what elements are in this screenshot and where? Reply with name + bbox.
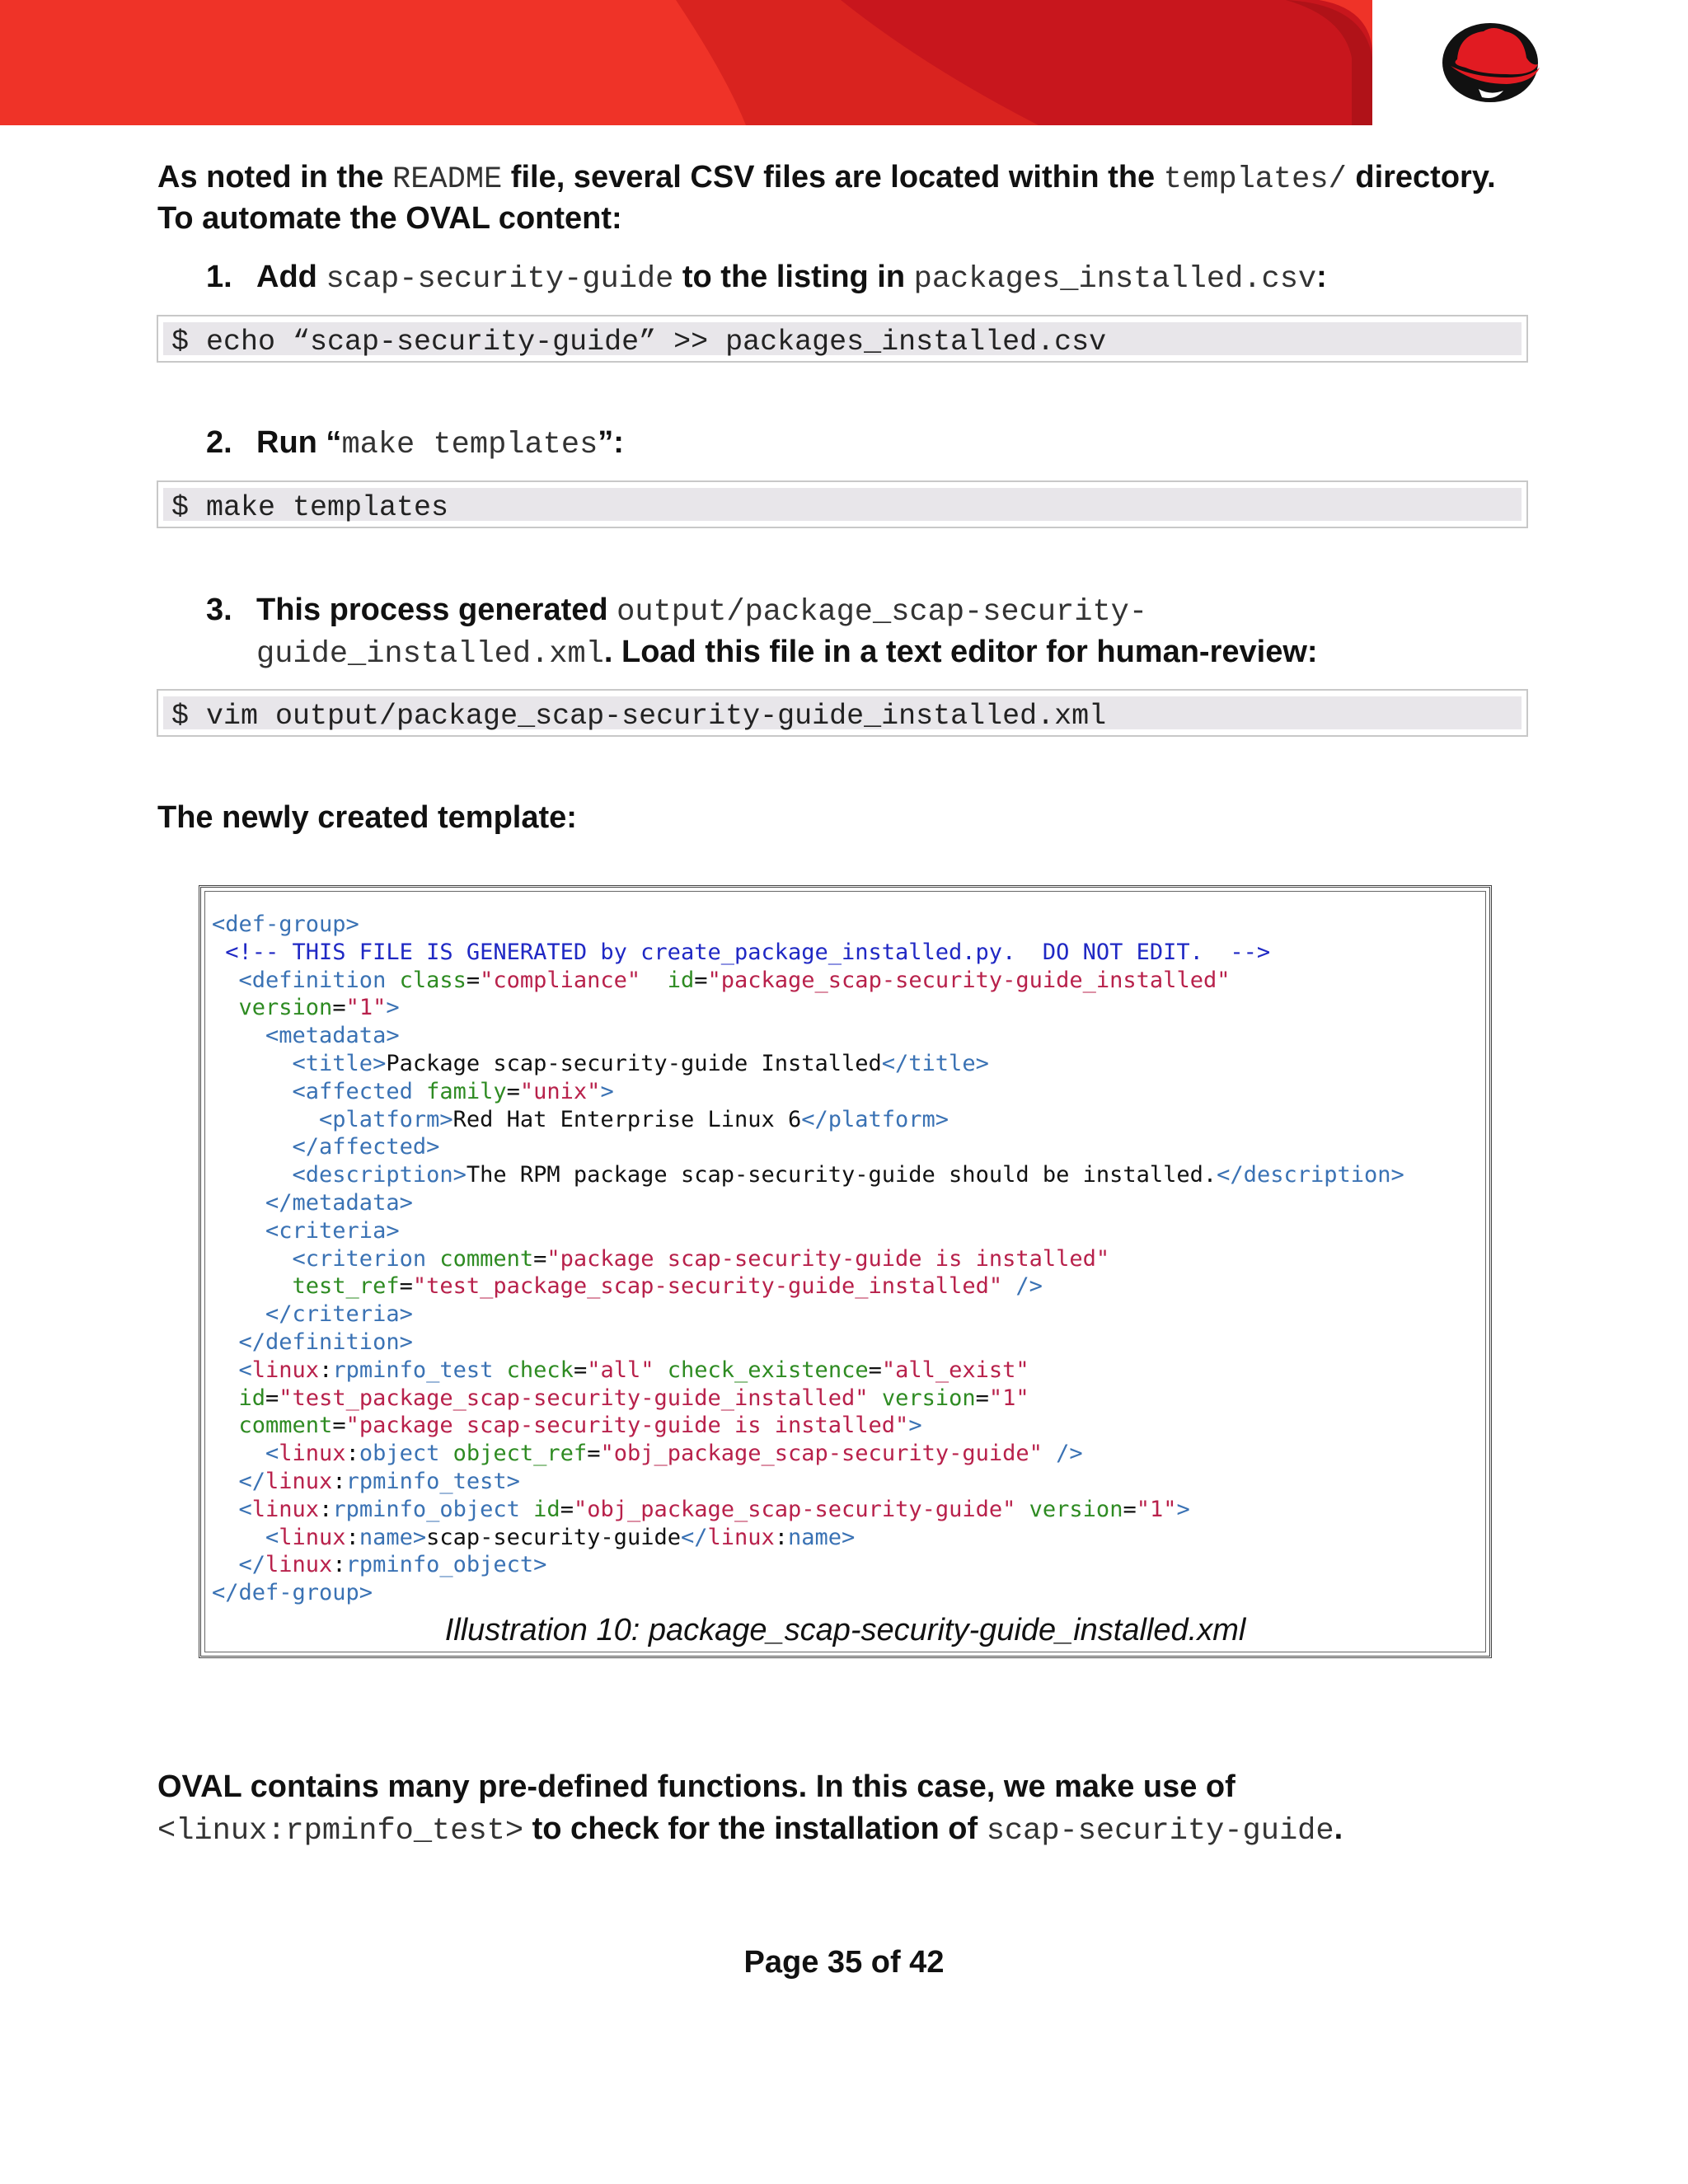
code-token: <!-- THIS FILE IS GENERATED by create_package_installed.py. DO NOT EDIT. --> [212,939,1271,965]
illustration-caption: Illustration 10: package_scap-security-guide_installed.xml [444,1613,1246,1647]
code-token: family [426,1078,507,1104]
shell-command[interactable]: $ echo “scap-security-guide” >> packages_installed.csv [171,326,1107,359]
code-token: : [319,1357,333,1383]
code-token: : [774,1524,789,1550]
code-token: object_ref [452,1441,588,1467]
code-token: rpminfo_test [332,1357,507,1383]
readme-filename: README [392,162,503,197]
step-1 [206,256,1327,301]
code-token: = [332,995,346,1021]
code-token: "1" [988,1385,1029,1411]
code-line [212,1357,1404,1385]
code-line [212,967,1404,995]
template-heading: The newly created template: [157,800,577,835]
code-token: "test_package_scap-security-guide_installed" [412,1273,1003,1300]
code-token: = [694,967,708,993]
intro-line-2: To automate the OVAL content: [157,201,622,236]
make-command: make templates [341,428,598,462]
code-line [212,911,1404,939]
code-token: </criteria> [212,1301,413,1328]
code-token: linux [265,1468,333,1494]
code-token: linux [279,1441,346,1467]
code-token: = [587,1441,601,1467]
code-token: <platform> [212,1106,453,1132]
command-box-2 [157,480,1528,528]
rpminfo-test-element: <linux:rpminfo_test> [157,1814,524,1849]
code-token: rpminfo_test> [345,1468,520,1494]
code-token: /> [1056,1441,1083,1467]
step-3 [206,589,1147,634]
step-text: This process generated [256,593,617,627]
code-line [212,1133,1404,1161]
code-token: class [399,967,467,993]
code-token: : [345,1441,359,1467]
code-token: </ [212,1468,266,1494]
step-text: Add [256,260,326,294]
code-line [212,1440,1404,1468]
code-token: "package scap-security-guide is installed" [546,1245,1110,1272]
command-background [163,488,1522,524]
step-text: Run “ [256,425,342,460]
code-line [212,1272,1404,1301]
code-line [212,1385,1404,1413]
code-token: </affected> [212,1134,440,1160]
code-token: "test_package_scap-security-guide_installed" [279,1385,869,1411]
code-token: version [212,995,333,1021]
code-token: <definition [212,967,400,993]
code-token: "all_exist" [881,1357,1029,1383]
code-line [212,1551,1404,1579]
code-token: "unix" [519,1078,601,1104]
code-token: "package scap-security-guide is installed" [345,1413,909,1439]
code-token [1015,1497,1029,1522]
code-token: check [506,1357,574,1383]
code-token: = [399,1273,413,1300]
code-token: : [332,1552,346,1578]
closing-line-2 [157,1808,1343,1853]
code-token: The RPM package scap-security-guide should be installed. [466,1162,1217,1188]
code-token: comment [439,1245,534,1272]
code-line [212,1468,1404,1496]
step-number: 2. [206,425,232,460]
code-token: "all" [587,1357,654,1383]
code-line [212,1078,1404,1106]
code-token: comment [212,1413,333,1439]
code-token: rpminfo_object [332,1496,534,1522]
code-line [212,994,1404,1022]
code-token: = [573,1357,588,1383]
code-token: "obj_package_scap-security-guide" [573,1496,1016,1522]
code-token: = [332,1413,346,1439]
intro-paragraph [157,157,1496,201]
code-token: </ [680,1524,708,1550]
code-token [654,1357,667,1383]
output-path: guide_installed.xml [256,637,604,672]
code-token: </metadata> [212,1189,413,1216]
code-line [212,1217,1404,1245]
code-token: </platform> [801,1106,950,1132]
step-number: 1. [206,260,232,294]
step-3-continued [256,631,1318,676]
code-token: > [386,995,400,1021]
shell-command[interactable]: $ vim output/package_scap-security-guide_installed.xml [171,700,1107,733]
code-illustration [199,885,1492,1658]
code-token [1002,1273,1015,1299]
code-token: Red Hat Enterprise Linux 6 [452,1106,802,1132]
code-token [869,1385,882,1411]
code-token: id [667,967,695,993]
code-token: name> [788,1524,856,1550]
intro-text: directory. [1346,160,1496,194]
code-token: > [908,1413,922,1439]
code-token: "obj_package_scap-security-guide" [600,1441,1043,1467]
code-token: <def-group> [212,912,359,937]
code-token: linux [279,1524,346,1550]
code-line [212,1412,1404,1440]
code-token: check_existence [667,1357,869,1383]
shell-command[interactable]: $ make templates [171,491,449,524]
code-token: = [1123,1496,1137,1522]
step-number: 3. [206,593,232,627]
code-token: < [212,1357,252,1383]
code-line [212,1524,1404,1552]
code-line [212,1189,1404,1217]
package-name: scap-security-guide [326,262,674,297]
code-token: id [212,1385,266,1411]
header-banner [0,0,1688,125]
code-line [212,1301,1404,1329]
red-hat-shadowman-logo [1441,20,1543,109]
code-token: : [345,1524,359,1550]
code-token: </def-group> [212,1580,373,1606]
output-path: output/package_scap-security- [617,595,1148,630]
command-background [163,696,1522,733]
code-token [640,968,668,993]
step-text: : [1316,260,1327,294]
code-token: scap-security-guide [426,1524,681,1550]
csv-filename: packages_installed.csv [913,262,1317,297]
code-token: = [560,1496,574,1522]
code-token: version [881,1385,976,1411]
code-token: linux [251,1357,320,1383]
code-token: <criteria> [212,1217,400,1244]
code-token: Package scap-security-guide Installed [386,1050,882,1076]
code-token: test_ref [212,1273,400,1300]
code-token: < [212,1524,279,1550]
code-token: "compliance" [480,967,641,993]
code-token: id [533,1496,560,1522]
code-token: <description> [212,1162,467,1188]
code-token: <affected [212,1078,427,1104]
code-line [212,1245,1404,1273]
code-line [212,1022,1404,1050]
code-token: </ [212,1552,266,1578]
code-line [212,939,1404,967]
code-token: > [600,1078,614,1104]
code-token: > [1176,1496,1190,1522]
code-token: = [506,1078,520,1104]
code-token: "1" [345,995,387,1021]
code-token: : [332,1468,346,1494]
templates-dirname: templates/ [1163,162,1347,197]
code-token: linux [265,1552,333,1578]
closing-line-1: OVAL contains many pre-defined functions. In this case, we make use of [157,1769,1236,1804]
code-line [212,1050,1404,1078]
code-token: </description> [1217,1162,1404,1188]
step-2 [206,422,624,466]
code-token: /> [1015,1273,1043,1300]
code-token: <criterion [212,1245,440,1272]
code-token: version [1029,1496,1123,1522]
code-token: = [533,1245,547,1272]
code-token: object [359,1441,453,1467]
package-name: scap-security-guide [986,1814,1334,1849]
code-token [1043,1441,1056,1466]
code-token: = [466,967,481,993]
code-token: </title> [881,1050,989,1076]
code-token: <metadata> [212,1023,400,1049]
code-token: "1" [1136,1496,1177,1522]
code-line [212,1579,1404,1607]
code-line [212,1106,1404,1134]
code-token: <title> [212,1050,387,1076]
intro-text: file, several CSV files are located within the [502,160,1164,194]
intro-text: As noted in the [157,160,392,194]
code-line [212,1161,1404,1189]
code-token: = [975,1385,989,1411]
closing-text: to check for the installation of [523,1811,987,1846]
page-number: Page 35 of 42 [743,1945,945,1980]
command-background [163,322,1522,359]
step-text: . Load this file in a text editor for human-review: [603,635,1318,669]
code-token: rpminfo_object> [345,1552,547,1578]
closing-text: . [1334,1811,1343,1846]
command-box-1 [157,315,1528,363]
code-token: "package_scap-security-guide_installed" [707,967,1231,993]
command-box-3 [157,689,1528,737]
xml-code-block [212,911,1404,1607]
step-text: to the listing in [673,260,914,294]
code-line [212,1329,1404,1357]
code-line [212,1496,1404,1524]
code-token: linux [251,1496,320,1522]
code-token: name> [359,1524,427,1550]
step-text: ”: [598,425,624,460]
code-token: = [265,1385,279,1411]
code-token: linux [707,1524,775,1550]
code-token: < [212,1496,252,1522]
code-token: = [868,1357,882,1383]
code-token: : [319,1496,333,1522]
code-token: </definition> [212,1329,413,1355]
code-token: < [212,1441,279,1467]
